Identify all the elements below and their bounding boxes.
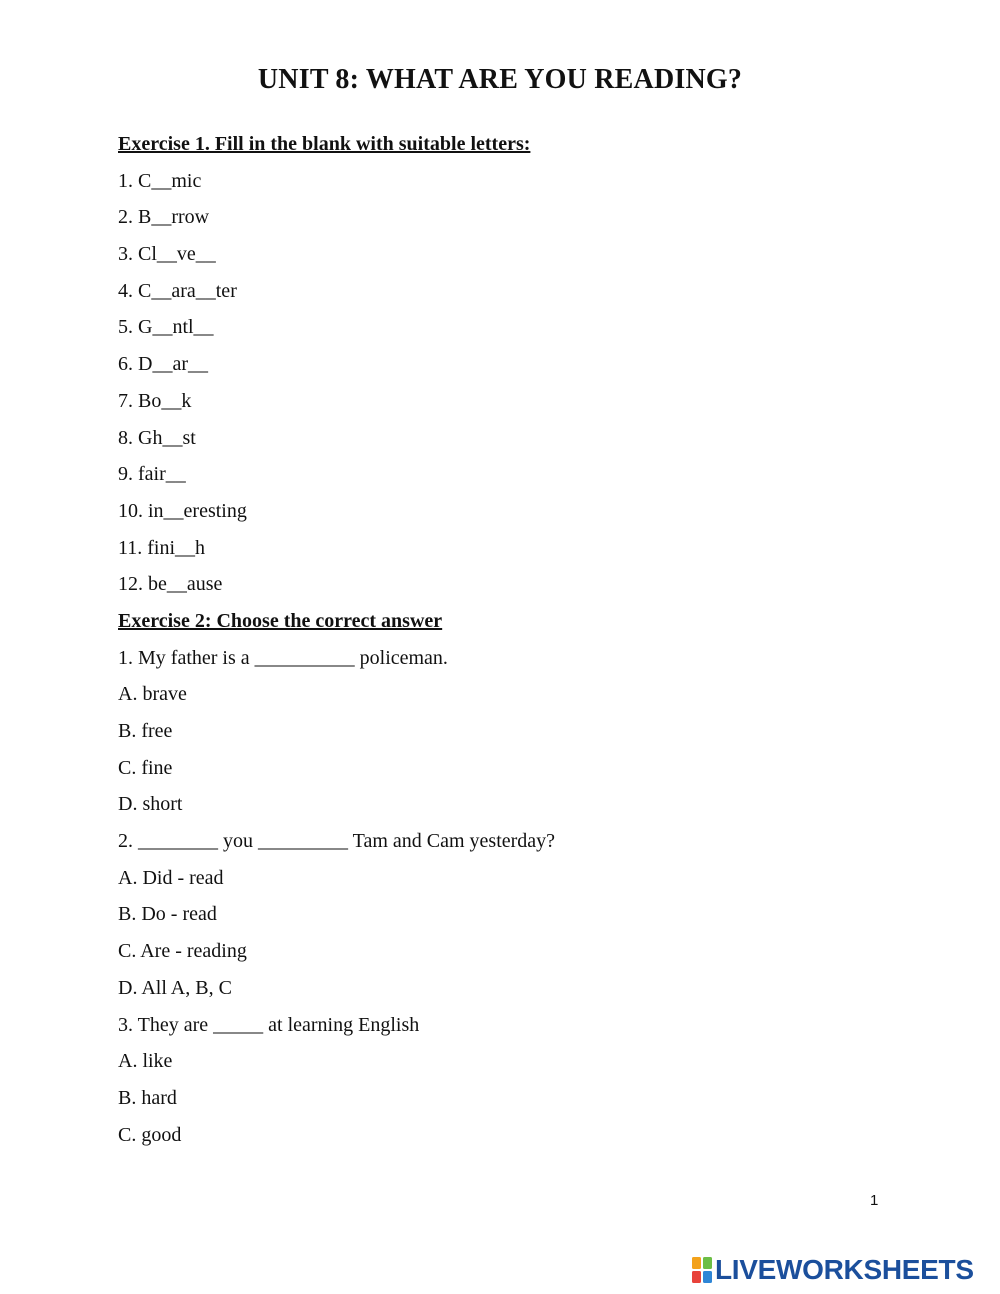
answer-option: D. short xyxy=(118,793,183,816)
exercise-1-item: 9. fair__ xyxy=(118,463,186,486)
exercise-1-item: 2. B__rrow xyxy=(118,206,210,229)
liveworksheets-logo-icon xyxy=(692,1257,712,1283)
question-2: 2. ________ you _________ Tam and Cam yesterday? xyxy=(118,830,556,853)
exercise-1-item: 3. Cl__ve__ xyxy=(118,243,216,266)
answer-option: C. Are - reading xyxy=(118,940,247,963)
exercise-1-item: 4. C__ara__ter xyxy=(118,279,237,302)
answer-option: C. good xyxy=(118,1123,182,1146)
page-number: 1 xyxy=(870,1192,879,1209)
liveworksheets-wordmark: LIVEWORKSHEETS xyxy=(715,1254,974,1285)
exercise-1-item: 12. be__ause xyxy=(118,573,223,596)
liveworksheets-brand[interactable] xyxy=(692,1253,974,1287)
exercise-1-item: 8. Gh__st xyxy=(118,426,196,449)
worksheet-content xyxy=(118,126,918,1153)
exercise-1-item: 10. in__eresting xyxy=(118,499,247,522)
exercise-2-heading: Exercise 2: Choose the correct answer xyxy=(118,609,443,632)
exercise-1-item: 6. D__ar__ xyxy=(118,353,208,376)
exercise-1-heading: Exercise 1. Fill in the blank with suitable letters: xyxy=(118,133,531,155)
exercise-1-item: 5. G__ntl__ xyxy=(118,316,214,339)
exercise-1-item: 1. C__mic xyxy=(118,169,202,192)
answer-option: C. fine xyxy=(118,756,173,779)
answer-option: A. like xyxy=(118,1050,173,1073)
answer-option: B. hard xyxy=(118,1086,177,1109)
question-3: 3. They are _____ at learning English xyxy=(118,1013,420,1036)
answer-option: A. brave xyxy=(118,683,187,706)
exercise-1-item: 11. fini__h xyxy=(118,536,206,559)
answer-option: B. free xyxy=(118,720,173,742)
exercise-1-item: 7. Bo__k xyxy=(118,389,192,412)
question-1: 1. My father is a __________ policeman. xyxy=(118,646,448,669)
answer-option: A. Did - read xyxy=(118,866,224,889)
page-title: UNIT 8: WHAT ARE YOU READING? xyxy=(257,64,743,95)
answer-option: B. Do - read xyxy=(118,903,217,926)
answer-option: D. All A, B, C xyxy=(118,976,232,999)
